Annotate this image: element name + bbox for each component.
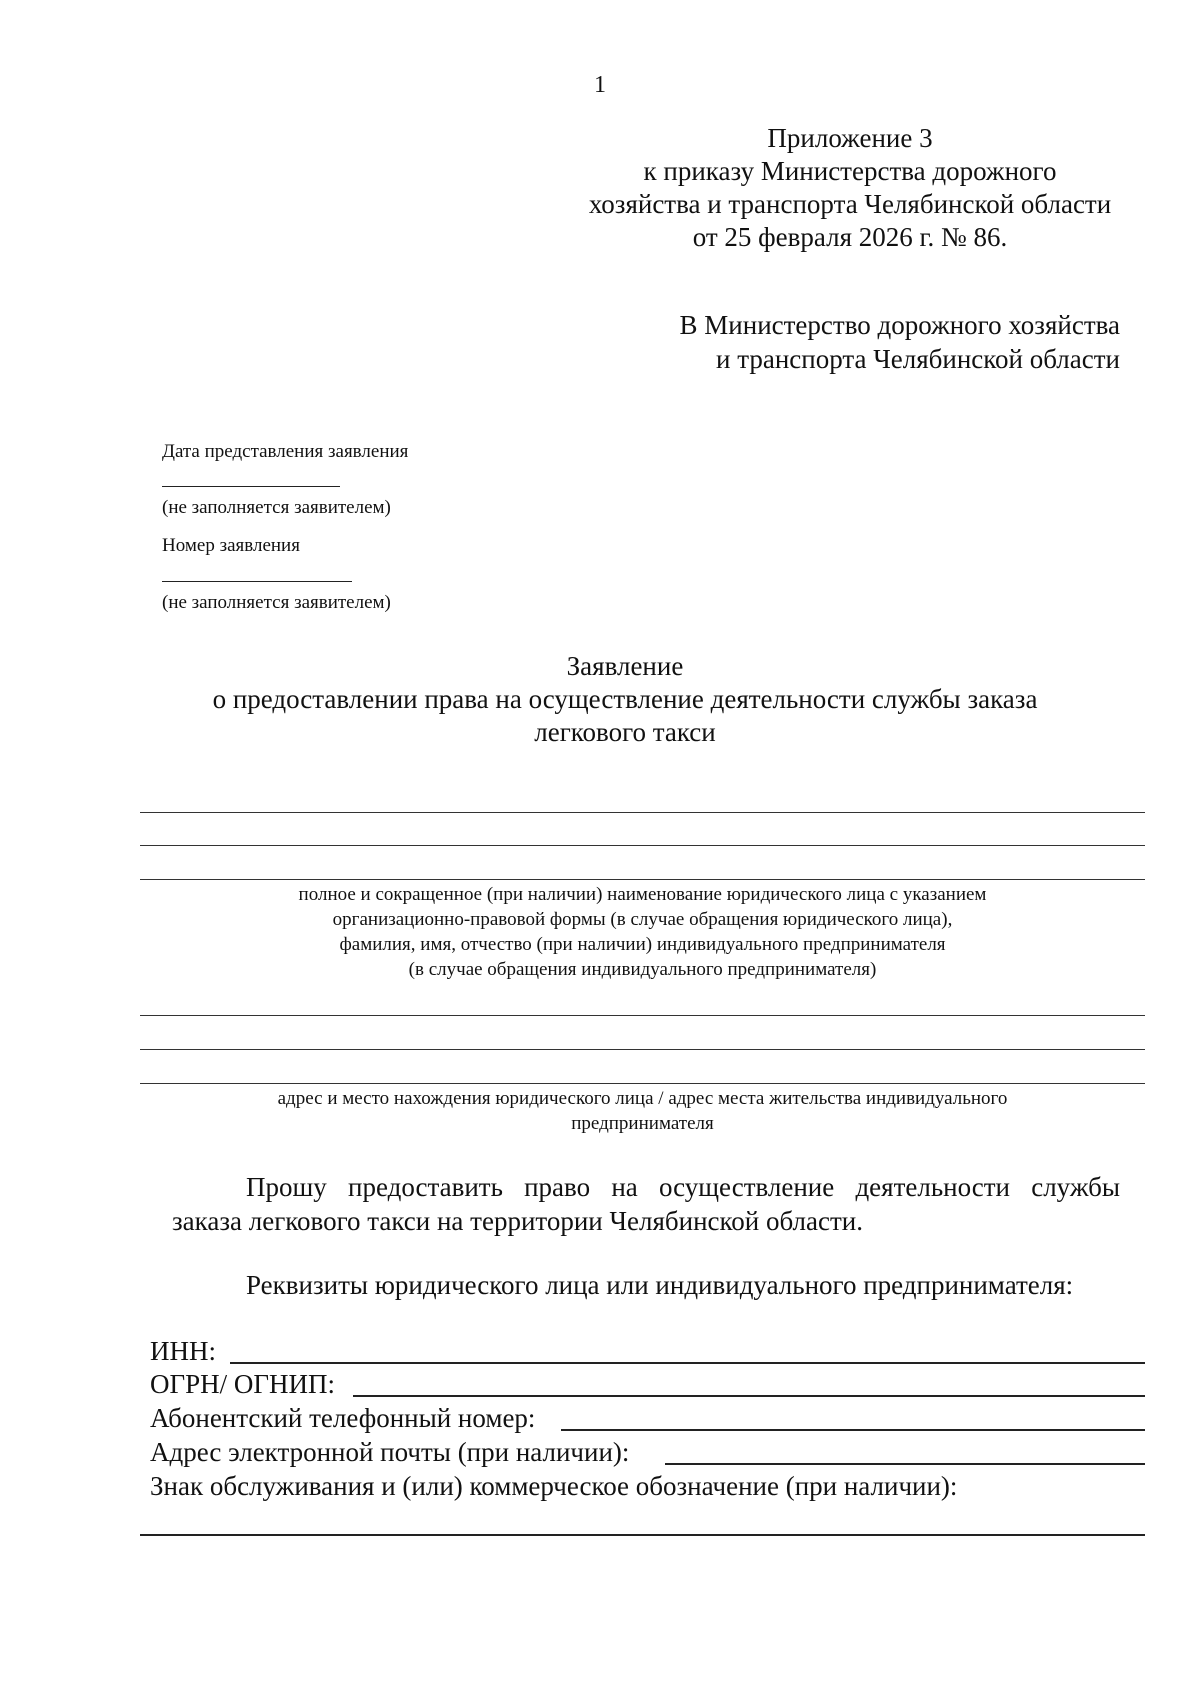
trademark-field[interactable] bbox=[140, 1534, 1145, 1536]
trademark-label: Знак обслуживания и (или) коммерческое обозначение (при наличии): bbox=[150, 1471, 958, 1501]
page-number: 1 bbox=[594, 72, 606, 98]
title-line-2: о предоставлении права на осуществление деятельности службы заказа bbox=[212, 684, 1038, 714]
trademark-row bbox=[150, 1469, 1145, 1503]
document-title bbox=[150, 650, 1100, 749]
applicant-address-line-3[interactable] bbox=[140, 1083, 1145, 1084]
inn-label: ИНН: bbox=[150, 1336, 216, 1366]
appendix-line-1: Приложение 3 bbox=[767, 123, 933, 153]
submission-number-field[interactable] bbox=[162, 581, 352, 582]
submission-number-label: Номер заявления bbox=[162, 535, 300, 556]
name-caption-line-1: полное и сокращенное (при наличии) наименование юридического лица с указанием bbox=[298, 884, 987, 905]
requisites-heading: Реквизиты юридического лица или индивидуального предпринимателя: bbox=[246, 1270, 1074, 1300]
phone-label: Абонентский телефонный номер: bbox=[150, 1403, 536, 1433]
address-caption-line-1: адрес и место нахождения юридического лица / адрес места жительства индивидуального bbox=[277, 1088, 1008, 1109]
appendix-line-3: хозяйства и транспорта Челябинской области bbox=[588, 189, 1112, 219]
applicant-address-line-1[interactable] bbox=[140, 1015, 1145, 1016]
addressee-line-1: В Министерство дорожного хозяйства bbox=[679, 310, 1120, 340]
inn-row bbox=[150, 1334, 1145, 1368]
submission-date-note: (не заполняется заявителем) bbox=[162, 497, 391, 518]
ogrn-field[interactable] bbox=[353, 1395, 1145, 1397]
applicant-name-line-2[interactable] bbox=[140, 845, 1145, 846]
name-caption-line-3: фамилия, имя, отчество (при наличии) индивидуального предпринимателя bbox=[339, 934, 946, 955]
appendix-line-2: к приказу Министерства дорожного bbox=[643, 156, 1057, 186]
request-line-1: Прошу предоставить право на осуществление деятельности службы bbox=[246, 1172, 1120, 1202]
appendix-header bbox=[560, 122, 1140, 254]
email-row bbox=[150, 1435, 1145, 1469]
address-caption-line-2: предпринимателя bbox=[571, 1113, 714, 1134]
applicant-name-line-1[interactable] bbox=[140, 812, 1145, 813]
addressee-line-2: и транспорта Челябинской области bbox=[716, 344, 1120, 374]
title-line-1: Заявление bbox=[566, 651, 684, 681]
request-line-2: заказа легкового такси на территории Челябинской области. bbox=[172, 1206, 863, 1236]
inn-field[interactable] bbox=[230, 1362, 1145, 1364]
name-caption-line-2: организационно-правовой формы (в случае обращения юридического лица), bbox=[332, 909, 953, 930]
phone-field[interactable] bbox=[561, 1429, 1145, 1431]
phone-row bbox=[150, 1401, 1145, 1435]
addressee bbox=[600, 308, 1120, 376]
applicant-name-line-3[interactable] bbox=[140, 879, 1145, 880]
name-caption-line-4: (в случае обращения индивидуального предпринимателя) bbox=[408, 959, 877, 980]
title-line-3: легкового такси bbox=[534, 717, 716, 747]
submission-date-label: Дата представления заявления bbox=[162, 441, 409, 462]
applicant-name-caption bbox=[140, 882, 1145, 982]
submission-date-field[interactable] bbox=[162, 486, 340, 487]
ogrn-row bbox=[150, 1367, 1145, 1401]
appendix-line-4: от 25 февраля 2026 г. № 86. bbox=[692, 222, 1008, 252]
ogrn-label: ОГРН/ ОГНИП: bbox=[150, 1369, 335, 1399]
submission-number-note: (не заполняется заявителем) bbox=[162, 592, 391, 613]
applicant-address-caption bbox=[140, 1086, 1145, 1136]
email-label: Адрес электронной почты (при наличии): bbox=[150, 1437, 630, 1467]
email-field[interactable] bbox=[665, 1463, 1145, 1465]
applicant-address-line-2[interactable] bbox=[140, 1049, 1145, 1050]
